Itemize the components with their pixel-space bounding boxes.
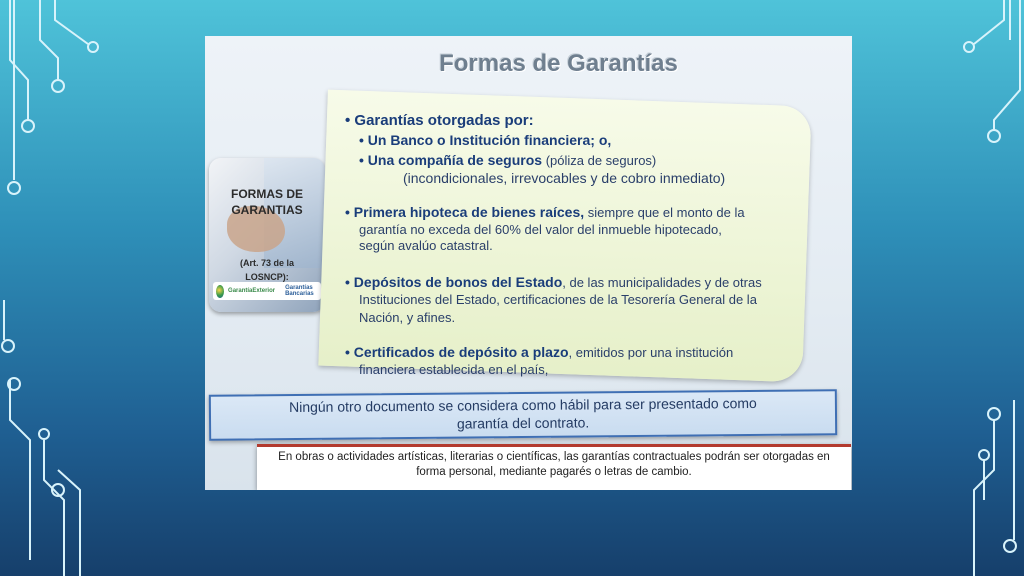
left-circuit-decoration	[0, 0, 110, 576]
list-item: Nación, y afines.	[359, 310, 456, 325]
slide-image	[205, 36, 852, 490]
list-item: (incondicionales, irrevocables y de cobro inmediato)	[403, 170, 726, 186]
list-item: según avalúo catastral.	[359, 238, 493, 253]
list-item: • Primera hipoteca de bienes raíces, siempre que el monto de la	[345, 204, 745, 220]
slide-title: Formas de Garantías	[439, 50, 678, 77]
right-circuit-decoration	[914, 0, 1024, 576]
logo-strip	[213, 282, 321, 300]
list-item: • Depósitos de bonos del Estado, de las municipalidades y de otras	[345, 274, 762, 290]
footer-note: En obras o actividades artísticas, literarias o científicas, las garantías contractuales podrán ser otorgadas en forma personal, mediante pagarés o letras de cambio.	[257, 444, 851, 490]
list-item: Instituciones del Estado, certificaciones de la Tesorería General de la	[359, 292, 757, 307]
callout-box: Ningún otro documento se considera como hábil para ser presentado como garantía del contrato.	[209, 389, 837, 440]
list-item: • Un Banco o Institución financiera; o,	[359, 132, 612, 148]
side-card-image	[209, 158, 325, 312]
list-item: • Certificados de depósito a plazo, emitidos por una institución	[345, 344, 734, 360]
side-card-subtitle: (Art. 73 de la LOSNCP):	[239, 258, 295, 282]
list-item: • Garantías otorgadas por:	[345, 112, 534, 129]
brand-label-1: GarantíaExterior	[228, 288, 276, 294]
list-item: • Una compañía de seguros (póliza de seguros)	[359, 152, 657, 168]
side-card-title: FORMAS DE GARANTIAS	[231, 187, 303, 217]
list-item: garantía no exceda del 60% del valor del inmueble hipotecado,	[359, 222, 722, 237]
list-item: financiera establecida en el país,	[359, 362, 549, 377]
brand-label-2: Garantías Bancarias	[285, 285, 314, 297]
globe-icon	[216, 285, 224, 298]
